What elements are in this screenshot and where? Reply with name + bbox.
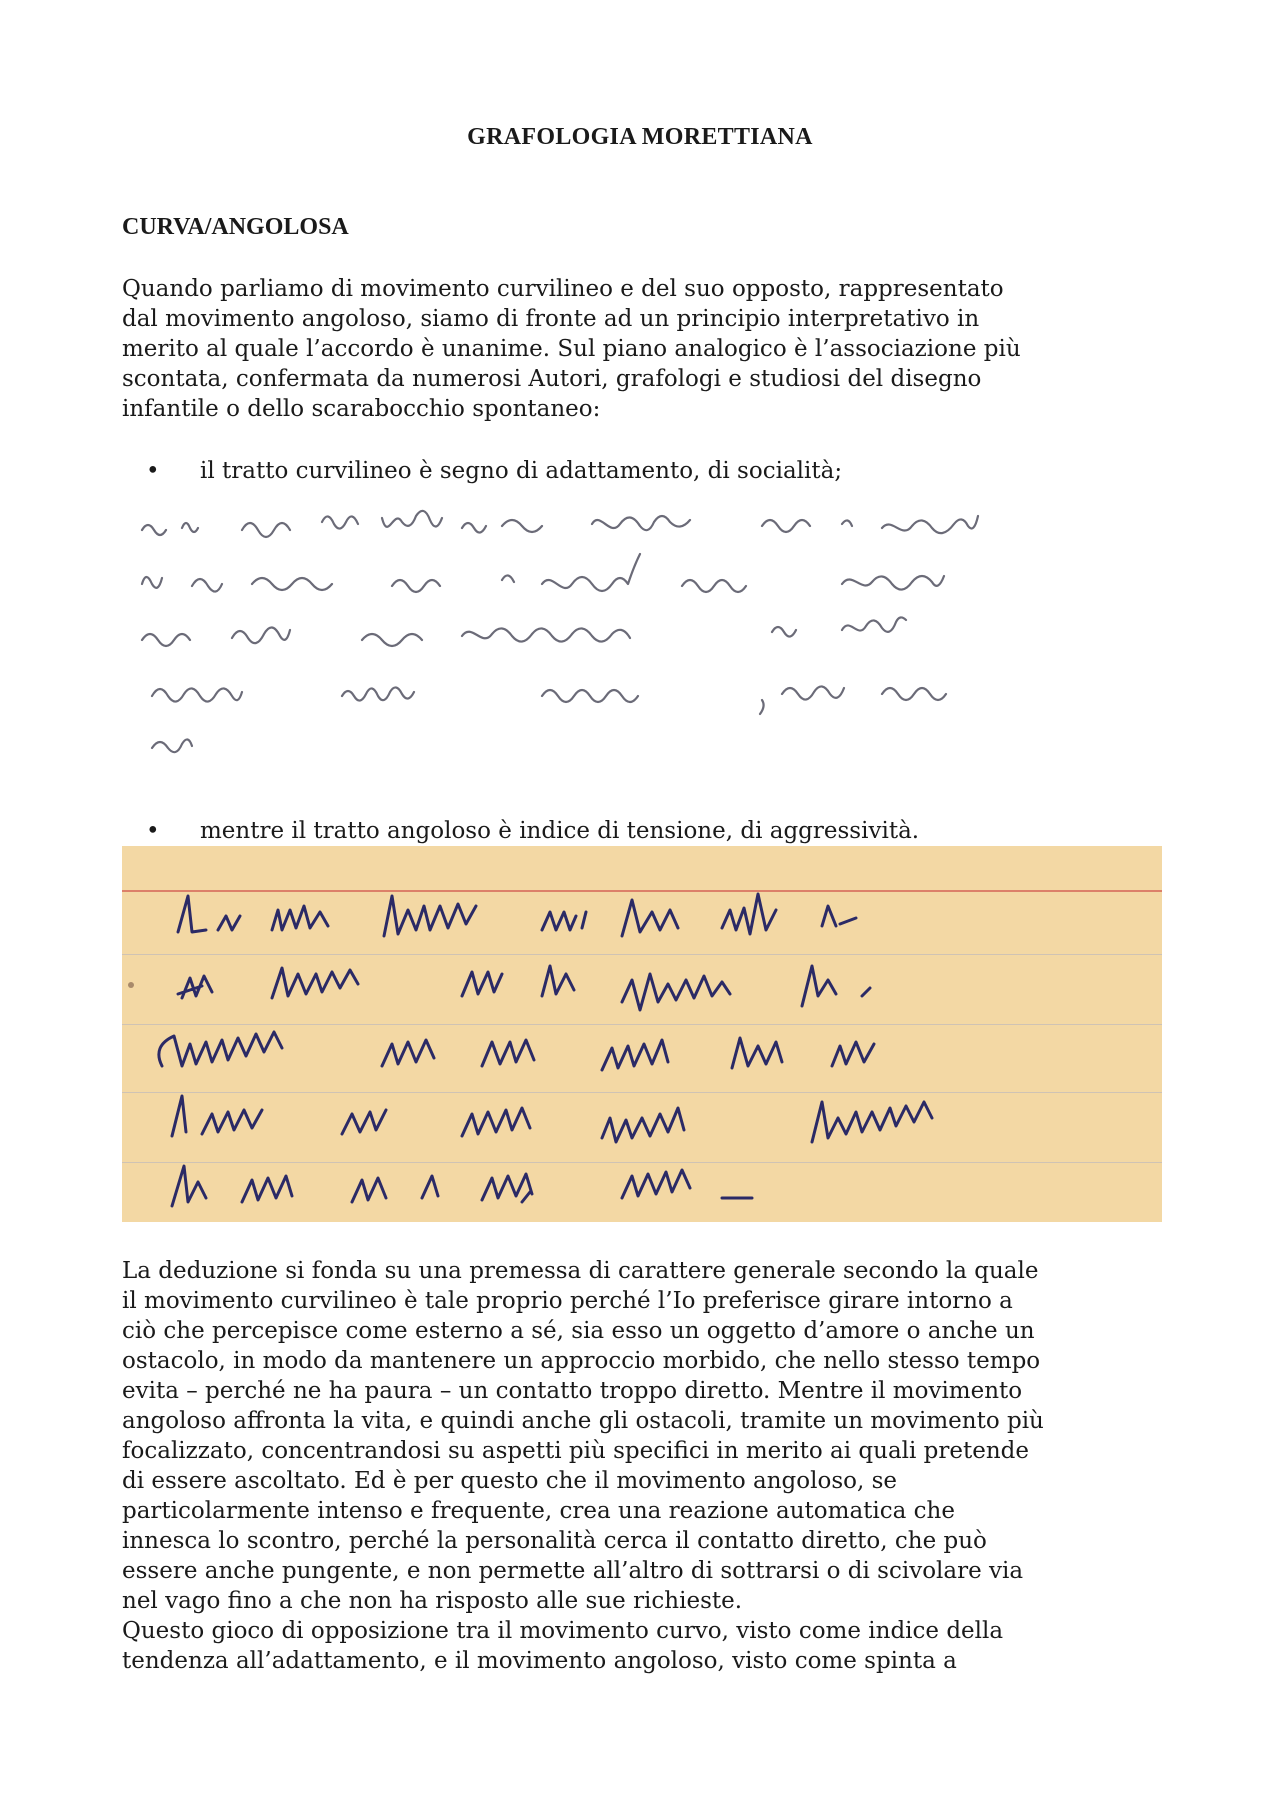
- bullet-item-curved: [146, 456, 842, 486]
- section-heading: CURVA/ANGOLOSA: [122, 214, 349, 240]
- curved-handwriting-sample: [122, 500, 1162, 790]
- intro-line: Quando parliamo di movimento curvilineo e del suo opposto, rappresentato: [122, 276, 1004, 302]
- body-line: essere anche pungente, e non permette all’altro di sottrarsi o di scivolare via: [122, 1558, 1024, 1584]
- intro-line: dal movimento angoloso, siamo di fronte ad un principio interpretativo in: [122, 306, 980, 332]
- body-line: nel vago fino a che non ha risposto alle sue richieste.: [122, 1588, 743, 1614]
- angular-handwriting-sample: [122, 846, 1162, 1222]
- curved-handwriting-image: [122, 500, 1162, 790]
- closing-line: Questo gioco di opposizione tra il movimento curvo, visto come indice della: [122, 1618, 1004, 1644]
- body-line: evita – perché ne ha paura – un contatto troppo diretto. Mentre il movimento: [122, 1378, 1023, 1404]
- intro-line: infantile o dello scarabocchio spontaneo:: [122, 396, 601, 422]
- bullet-symbol: •: [146, 818, 160, 844]
- body-line: il movimento curvilineo è tale proprio perché l’Io preferisce girare intorno a: [122, 1288, 1013, 1314]
- body-line: angoloso affronta la vita, e quindi anche gli ostacoli, tramite un movimento più: [122, 1408, 1044, 1434]
- body-paragraph: [122, 1256, 1172, 1616]
- body-line: focalizzato, concentrandosi su aspetti più specifici in merito ai quali pretende: [122, 1438, 1030, 1464]
- angular-handwriting-image: [122, 846, 1162, 1222]
- body-line: innesca lo scontro, perché la personalità cerca il contatto diretto, che può: [122, 1528, 987, 1554]
- closing-line: tendenza all’adattamento, e il movimento angoloso, visto come spinta a: [122, 1648, 957, 1674]
- bullet-item-angular: [146, 816, 919, 846]
- body-line: di essere ascoltato. Ed è per questo che il movimento angoloso, se: [122, 1468, 898, 1494]
- body-line: La deduzione si fonda su una premessa di carattere generale secondo la quale: [122, 1258, 1039, 1284]
- intro-line: merito al quale l’accordo è unanime. Sul piano analogico è l’associazione più: [122, 336, 1021, 362]
- bullet-text: mentre il tratto angoloso è indice di tensione, di aggressività.: [200, 818, 920, 844]
- closing-paragraph: [122, 1616, 1172, 1676]
- intro-line: scontata, confermata da numerosi Autori, grafologi e studiosi del disegno: [122, 366, 982, 392]
- body-line: particolarmente intenso e frequente, crea una reazione automatica che: [122, 1498, 955, 1524]
- bullet-text: il tratto curvilineo è segno di adattamento, di socialità;: [200, 458, 843, 484]
- bullet-symbol: •: [146, 458, 160, 484]
- body-line: ostacolo, in modo da mantenere un approccio morbido, che nello stesso tempo: [122, 1348, 1041, 1374]
- intro-paragraph: [122, 274, 1172, 424]
- body-line: ciò che percepisce come esterno a sé, sia esso un oggetto d’amore o anche un: [122, 1318, 1035, 1344]
- document-title: GRAFOLOGIA MORETTIANA: [467, 124, 813, 150]
